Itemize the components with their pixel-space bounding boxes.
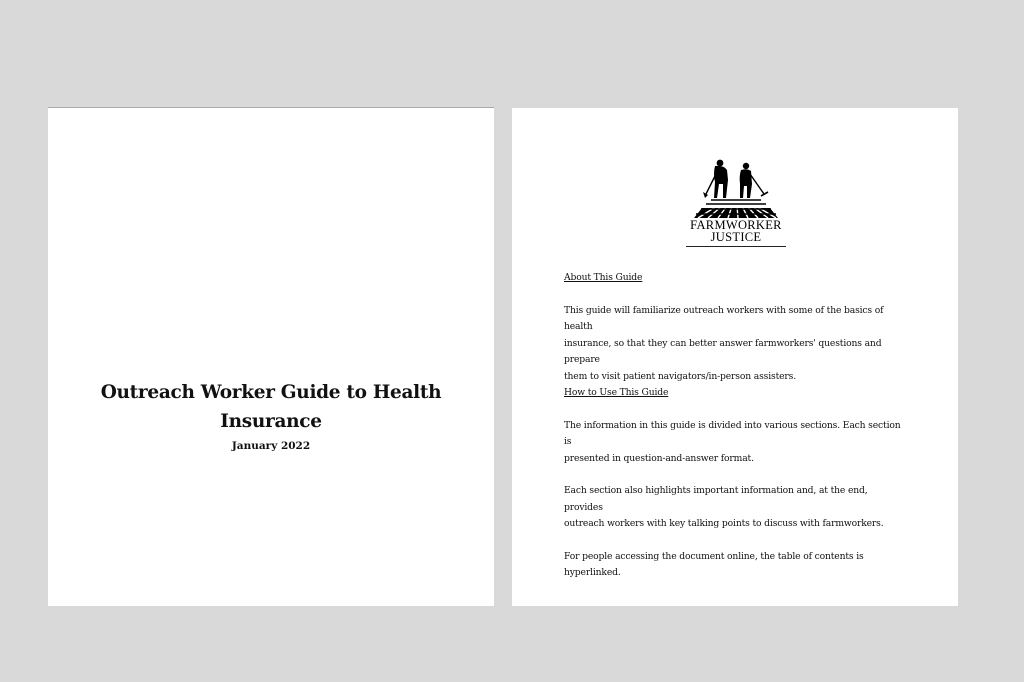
farmworkers-silhouette-icon: [684, 158, 788, 220]
about-paragraph-line3: them to visit patient navigators/in-person assisters.: [564, 370, 797, 382]
farmworker-justice-logo: [684, 158, 788, 252]
cover-title-line1: Outreach Worker Guide to Health: [100, 382, 442, 403]
cover-title: [48, 378, 494, 436]
cover-date: January 2022: [231, 440, 311, 452]
about-section: [564, 270, 909, 385]
cover-title-line2: Insurance: [220, 411, 322, 432]
logo-text-line1: FARMWORKER: [690, 218, 782, 232]
page-intro: [512, 108, 958, 606]
about-paragraph-line2: insurance, so that they can better answer farmworkers' questions and prepare: [564, 337, 882, 365]
how-to-p2-line2: outreach workers with key talking points to discuss with farmworkers.: [564, 518, 884, 529]
how-to-p1-line2: presented in question-and-answer format.: [564, 452, 754, 464]
how-to-p1-line1: The information in this guide is divided into various sections. Each section is: [564, 419, 901, 447]
about-heading: About This Guide: [564, 272, 643, 283]
page-cover: [48, 107, 494, 606]
how-to-p3-line1: For people accessing the document online, the table of contents is hyperlinked.: [564, 550, 864, 578]
how-to-heading: How to Use This Guide: [564, 387, 669, 398]
about-paragraph-line1: This guide will familiarize outreach workers with some of the basics of health: [564, 304, 884, 332]
logo-text-line2: JUSTICE: [710, 230, 762, 244]
how-to-p2-line1: Each section also highlights important information and, at the end, provides: [564, 485, 868, 513]
logo-rule: [686, 246, 786, 247]
how-to-section: [564, 385, 909, 582]
